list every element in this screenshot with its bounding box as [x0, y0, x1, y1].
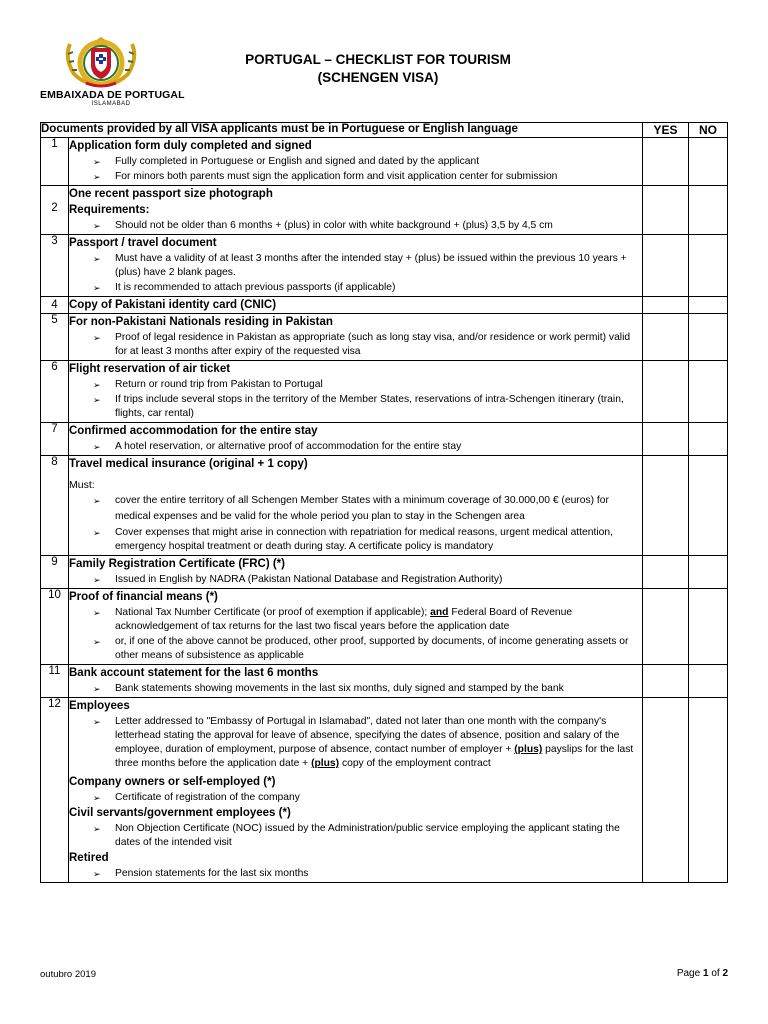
- no-checkbox-cell[interactable]: [689, 556, 728, 589]
- row-content: [69, 665, 643, 698]
- list-item: ➢ Fully completed in Portuguese or English and signed and dated by the applicant: [69, 155, 642, 169]
- row-title: Copy of Pakistani identity card (CNIC): [69, 299, 277, 311]
- row-content: [69, 698, 643, 883]
- table-row: [41, 235, 728, 297]
- row-title: Confirmed accommodation for the entire stay: [69, 425, 318, 437]
- list-item: ➢ National Tax Number Certificate (or proof of exemption if applicable); and Federal Board of Revenue acknowledgement of tax returns for the last two fiscal years before the application date: [69, 606, 642, 634]
- table-row: [41, 138, 728, 186]
- list-item: ➢ Return or round trip from Pakistan to Portugal: [69, 378, 642, 392]
- row-number: 1: [41, 138, 69, 186]
- row-number: 5: [41, 314, 69, 361]
- row-content: [69, 186, 643, 235]
- header-yes: YES: [643, 123, 689, 138]
- list-item: ➢ Cover expenses that might arise in connection with repatriation for medical reasons, urgent medical attention, emergency hospital treatment or death during stay. A certificate policy is mandatory: [69, 526, 642, 554]
- embassy-name: EMBAIXADA DE PORTUGAL: [40, 89, 185, 101]
- yes-checkbox-cell[interactable]: [643, 361, 689, 423]
- yes-checkbox-cell[interactable]: [643, 698, 689, 883]
- yes-checkbox-cell[interactable]: [643, 456, 689, 556]
- row-intro: Must:: [69, 479, 95, 491]
- row-title: For non-Pakistani Nationals residing in Pakistan: [69, 316, 333, 328]
- row-content: [69, 314, 643, 361]
- list-item: ➢ Letter addressed to "Embassy of Portugal in Islamabad", dated not later than one month with the company's letterhead stating the approval for leave of absence, specifying the dates of absence, position and salary of the employee, duration of employment, purpose of absence, contact number of employer + (plus) payslips for the last three months before the application date + (plus) copy of the employment contract: [69, 715, 642, 771]
- footer-date: outubro 2019: [40, 969, 96, 980]
- no-checkbox-cell[interactable]: [689, 423, 728, 456]
- row-subtitle: Requirements:: [69, 204, 150, 216]
- page-title: PORTUGAL – CHECKLIST FOR TOURISM: [245, 52, 511, 67]
- list-item: ➢ It is recommended to attach previous passports (if applicable): [69, 281, 642, 295]
- row-content: [69, 456, 643, 556]
- row-subtitle: Civil servants/government employees (*): [69, 807, 291, 819]
- list-item: ➢ Pension statements for the last six months: [69, 867, 642, 881]
- row-number: 9: [41, 556, 69, 589]
- row-number: 4: [41, 297, 69, 314]
- table-row: [41, 665, 728, 698]
- row-content: [69, 589, 643, 665]
- no-checkbox-cell[interactable]: [689, 314, 728, 361]
- list-item: ➢ Must have a validity of at least 3 months after the intended stay + (plus) be issued within the previous 10 years + (plus) have 2 blank pages.: [69, 252, 642, 280]
- page-number: Page 1 of 2: [676, 968, 728, 979]
- no-checkbox-cell[interactable]: [689, 297, 728, 314]
- no-checkbox-cell[interactable]: [689, 698, 728, 883]
- row-subtitle: Retired: [69, 852, 109, 864]
- list-item: ➢ or, if one of the above cannot be produced, other proof, supported by documents, of income generating assets or other means of subsistence as applicable: [69, 635, 642, 663]
- row-content: [69, 138, 643, 186]
- list-item: ➢ For minors both parents must sign the application form and visit application center for submission: [69, 170, 642, 184]
- yes-checkbox-cell[interactable]: [643, 138, 689, 186]
- yes-checkbox-cell[interactable]: [643, 665, 689, 698]
- row-number: 10: [41, 589, 69, 665]
- row-number: 2: [41, 186, 69, 235]
- no-checkbox-cell[interactable]: [689, 138, 728, 186]
- row-number: 7: [41, 423, 69, 456]
- row-title: Proof of financial means (*): [69, 591, 218, 603]
- yes-checkbox-cell[interactable]: [643, 589, 689, 665]
- yes-checkbox-cell[interactable]: [643, 314, 689, 361]
- list-item: ➢ Issued in English by NADRA (Pakistan National Database and Registration Authority): [69, 573, 642, 587]
- table-row: [41, 423, 728, 456]
- row-title: Flight reservation of air ticket: [69, 363, 231, 375]
- row-content: [69, 297, 643, 314]
- list-item: ➢ Bank statements showing movements in the last six months, duly signed and stamped by the bank: [69, 682, 642, 696]
- yes-checkbox-cell[interactable]: [643, 297, 689, 314]
- list-item: ➢ Non Objection Certificate (NOC) issued by the Administration/public service employing the applicant stating the dates of the intended visit: [69, 822, 642, 850]
- list-item: ➢ Certificate of registration of the company: [69, 791, 642, 805]
- yes-checkbox-cell[interactable]: [643, 423, 689, 456]
- table-header-row: [41, 123, 728, 138]
- table-row: [41, 361, 728, 423]
- header-no: NO: [689, 123, 728, 138]
- row-title: Passport / travel document: [69, 237, 217, 249]
- row-content: [69, 235, 643, 297]
- list-item: ➢ cover the entire territory of all Schengen Member States with a minimum coverage of 30.000,00 € (euros) for medical expenses and be valid for the whole period you plan to stay in the Schengen area: [69, 493, 642, 525]
- row-content: [69, 361, 643, 423]
- checklist-table: [40, 122, 728, 883]
- row-content: [69, 556, 643, 589]
- page-subtitle: (SCHENGEN VISA): [317, 70, 439, 85]
- list-item: ➢ Should not be older than 6 months + (plus) in color with white background + (plus) 3,5 by 4,5 cm: [69, 219, 642, 233]
- no-checkbox-cell[interactable]: [689, 186, 728, 235]
- table-row: [41, 314, 728, 361]
- table-row: [41, 186, 728, 235]
- row-content: [69, 423, 643, 456]
- no-checkbox-cell[interactable]: [689, 456, 728, 556]
- yes-checkbox-cell[interactable]: [643, 556, 689, 589]
- list-item: ➢ If trips include several stops in the territory of the Member States, reservations of intra-Schengen itinerary (train, flights, car rental): [69, 393, 642, 421]
- header-description: Documents provided by all VISA applicants must be in Portuguese or English language: [41, 123, 643, 138]
- no-checkbox-cell[interactable]: [689, 235, 728, 297]
- yes-checkbox-cell[interactable]: [643, 235, 689, 297]
- no-checkbox-cell[interactable]: [689, 589, 728, 665]
- row-number: 3: [41, 235, 69, 297]
- row-number: 8: [41, 456, 69, 556]
- row-title: Employees: [69, 700, 130, 712]
- table-row: [41, 589, 728, 665]
- no-checkbox-cell[interactable]: [689, 665, 728, 698]
- row-title: Application form duly completed and signed: [69, 140, 312, 152]
- list-item: ➢ Proof of legal residence in Pakistan as appropriate (such as long stay visa, and/or residence or work permit) valid for at least 3 months after expiry of the requested visa: [69, 331, 642, 359]
- row-title: Travel medical insurance (original + 1 copy): [69, 458, 308, 470]
- coat-of-arms-icon: [62, 34, 140, 90]
- row-title: Bank account statement for the last 6 months: [69, 667, 319, 679]
- row-subtitle: Company owners or self-employed (*): [69, 776, 276, 788]
- table-row: [41, 556, 728, 589]
- table-row: [41, 698, 728, 883]
- yes-checkbox-cell[interactable]: [643, 186, 689, 235]
- row-title: Family Registration Certificate (FRC) (*): [69, 558, 285, 570]
- row-number: 11: [41, 665, 69, 698]
- list-item: ➢ A hotel reservation, or alternative proof of accommodation for the entire stay: [69, 440, 642, 454]
- row-number: 6: [41, 361, 69, 423]
- table-row: [41, 456, 728, 556]
- no-checkbox-cell[interactable]: [689, 361, 728, 423]
- row-title: One recent passport size photograph: [69, 188, 273, 200]
- table-row: [41, 297, 728, 314]
- embassy-city: ISLAMABAD: [91, 101, 131, 107]
- row-number: 12: [41, 698, 69, 883]
